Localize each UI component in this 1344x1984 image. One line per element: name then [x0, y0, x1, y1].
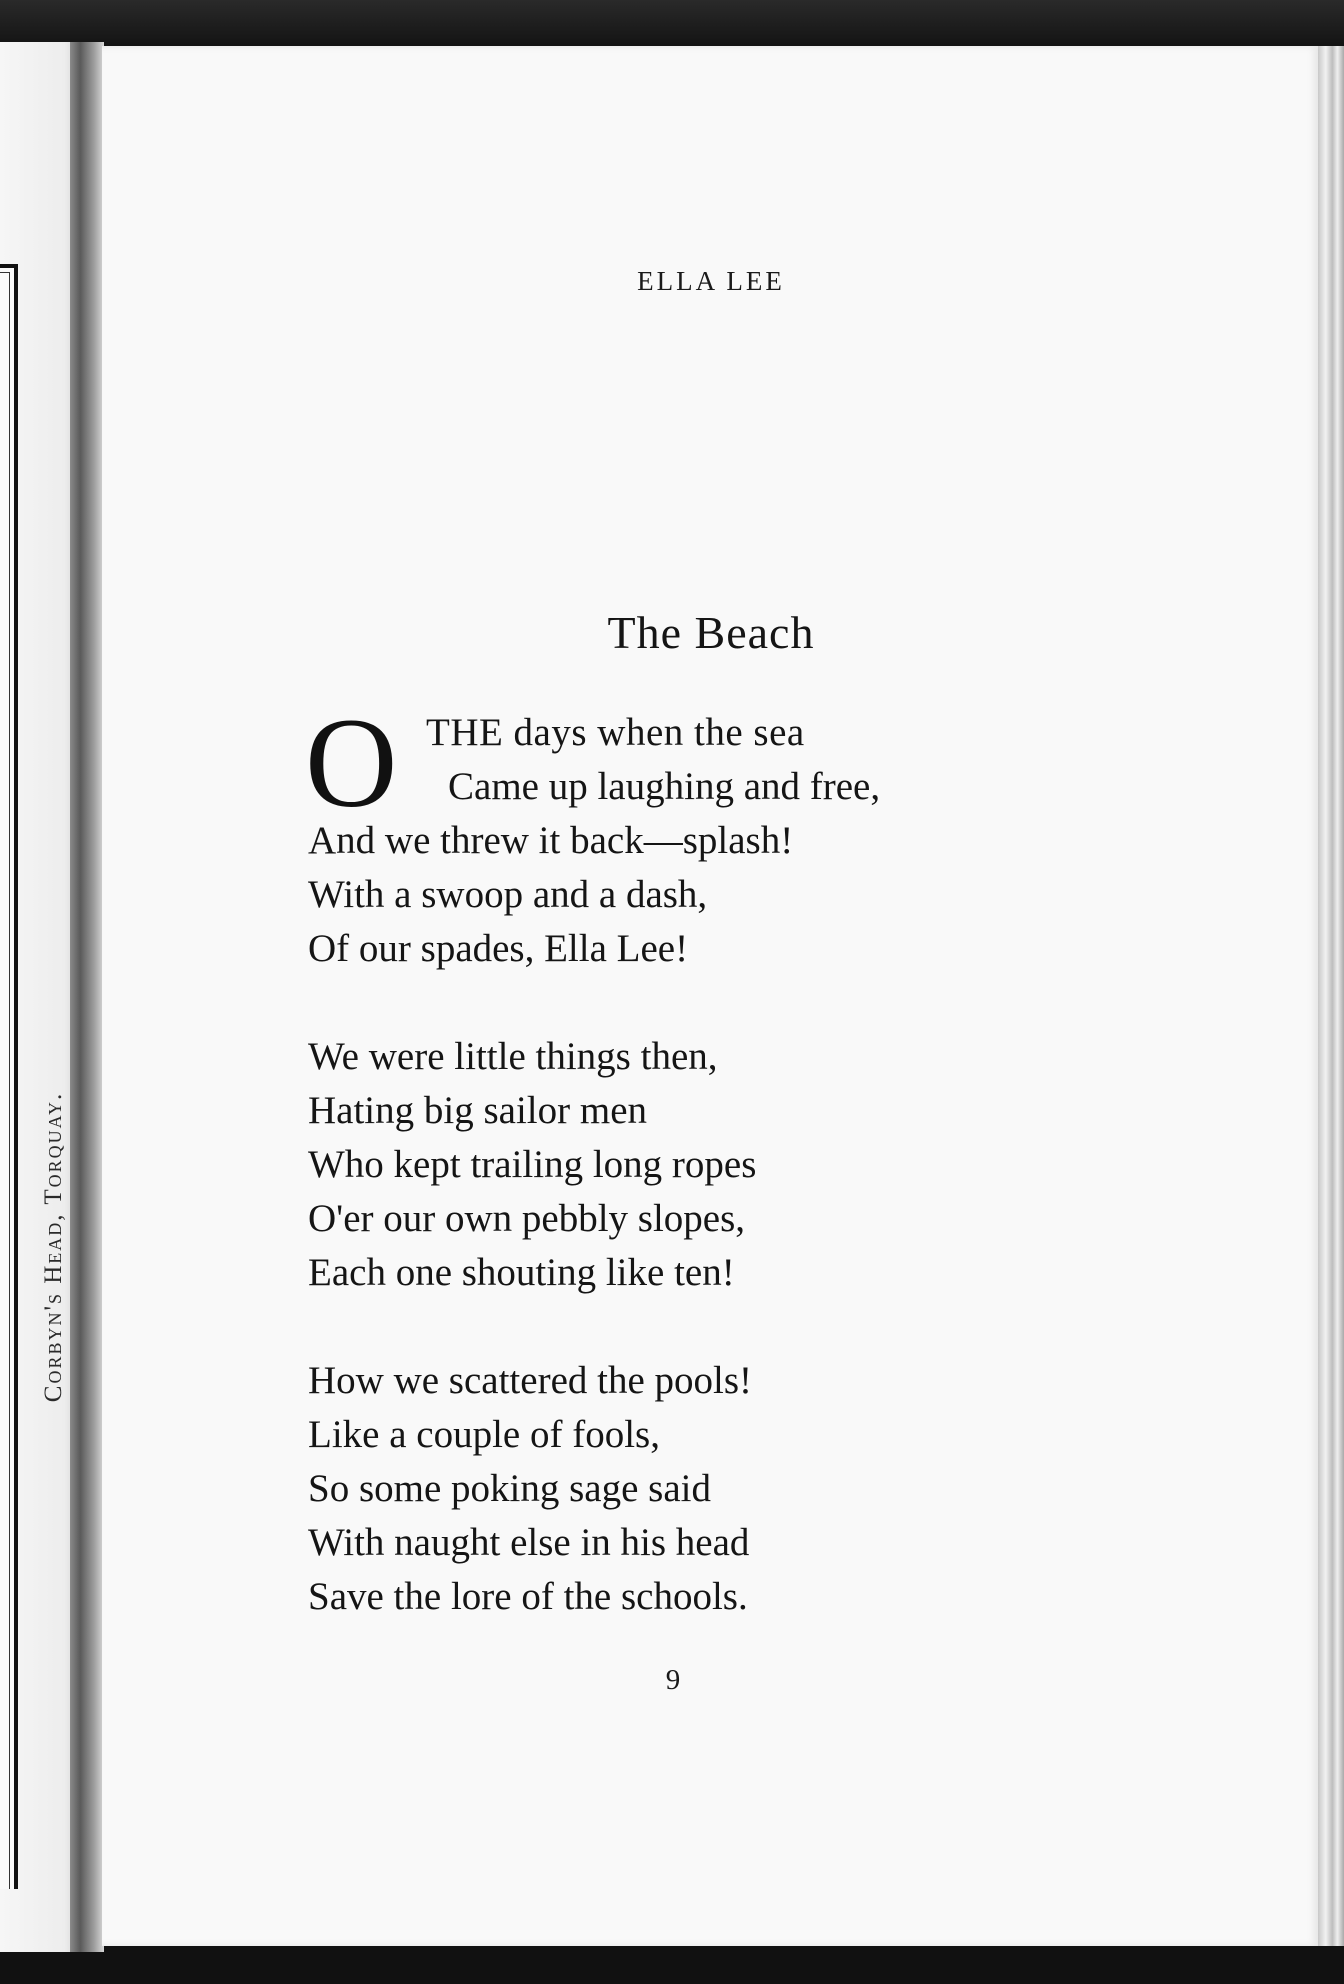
poem-line: THE days when the sea	[426, 711, 805, 754]
poem-line: So some poking sage said	[308, 1467, 711, 1510]
poem-line: And we threw it back—splash!	[308, 819, 794, 862]
text-page	[102, 46, 1320, 1946]
drop-cap: O	[305, 692, 398, 834]
poem-line: Save the lore of the schools.	[308, 1575, 748, 1618]
poem-line: Who kept trailing long ropes	[308, 1143, 757, 1186]
poem-line: How we scattered the pools!	[308, 1359, 753, 1402]
poem-title: The Beach	[607, 607, 815, 658]
poem-line: Hating big sailor men	[308, 1089, 648, 1132]
page-number: 9	[665, 1664, 681, 1696]
page-edges	[1318, 46, 1344, 1946]
poem-line: Like a couple of fools,	[308, 1413, 660, 1456]
plate-caption: Corbyn's Head, Torquay.	[40, 1091, 67, 1403]
stanza-1	[305, 692, 1128, 976]
poem-body	[305, 692, 1128, 1678]
poem-line: Of our spades, Ella Lee!	[308, 927, 689, 970]
poem-line: Each one shouting like ten!	[308, 1251, 735, 1294]
running-head: ELLA LEE	[637, 266, 785, 296]
poem-line: Came up laughing and free,	[448, 765, 881, 808]
poem-line: O'er our own pebbly slopes,	[308, 1197, 746, 1240]
plate-frame	[0, 264, 18, 1889]
poem-line: With naught else in his head	[308, 1521, 750, 1564]
stanza-3	[308, 1354, 1128, 1624]
book-gutter	[70, 42, 104, 1952]
page-number-row	[102, 1664, 1320, 1697]
poem-line: With a swoop and a dash,	[308, 873, 708, 916]
stanza-2	[308, 1030, 1128, 1300]
poem-line: We were little things then,	[308, 1035, 718, 1078]
